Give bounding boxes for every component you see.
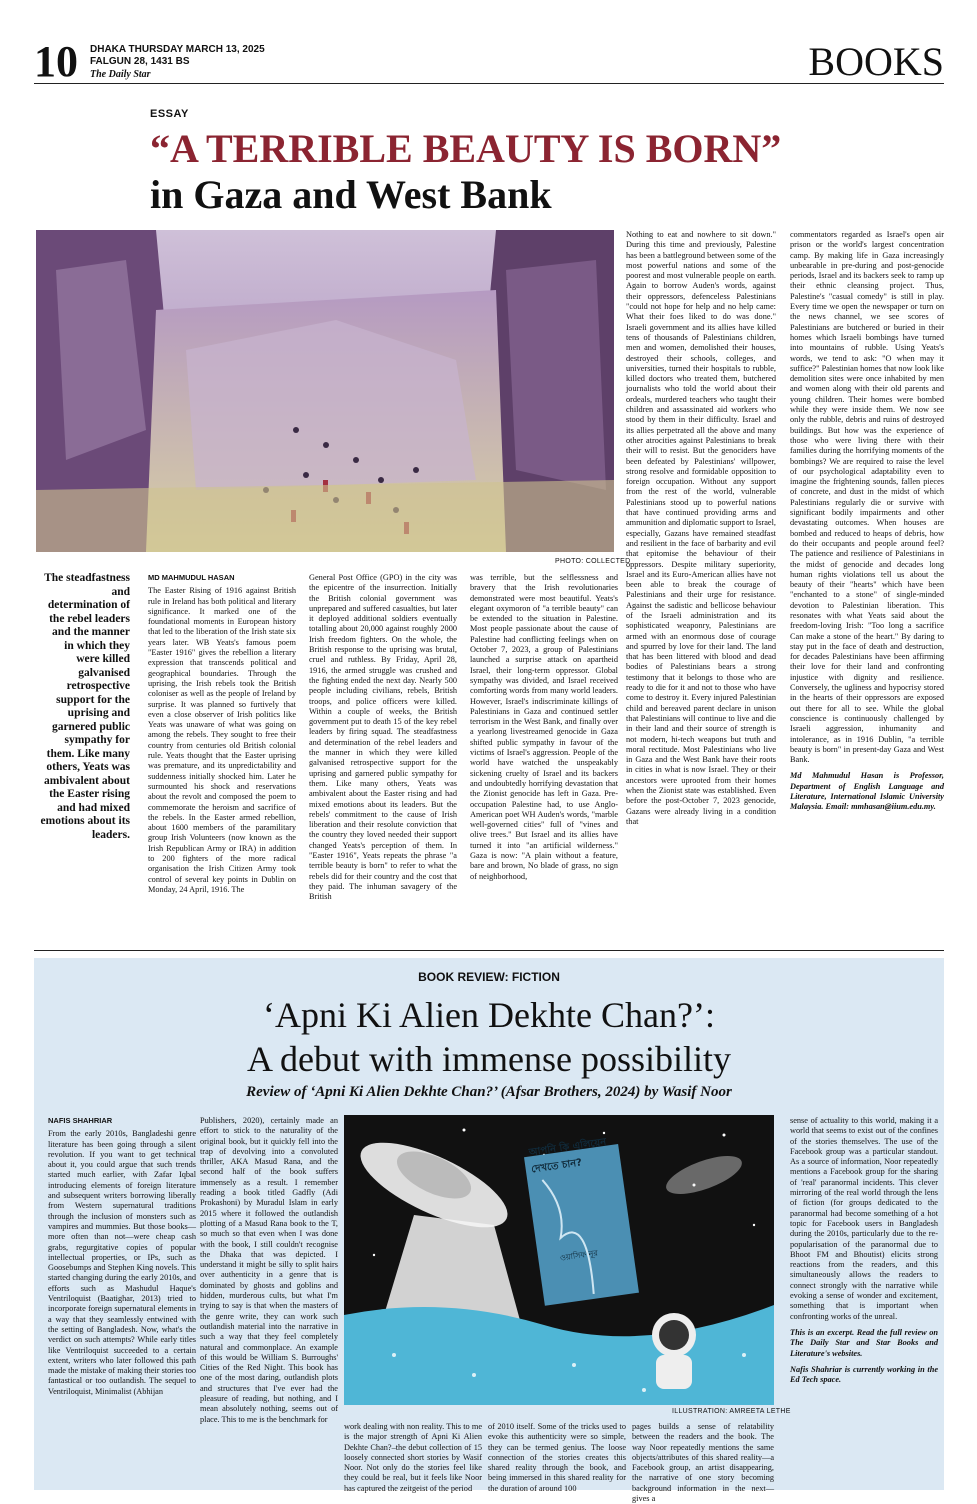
masthead — [34, 38, 944, 84]
review-column-4: of 2010 itself. Some of the tricks used to evoke this authenticity were so simple, they can be termed genius. The loose connection of the stories creates this shared reality through the book, and being immersed in this shared reality for the duration of around 100 — [488, 1422, 626, 1493]
book-cover-title: আপনি কি এলিয়েন দেখতে চান? — [528, 1136, 607, 1176]
review-column-2: Publishers, 2020), certainly made an effort to stick to the naturality of the original book, but it quickly fell into the trap of devolving into a convoluted thriller, AKA Masud Rana, and the second half of the book suffers immensely as a result. I remember reading a book titled Gadfly (Adi Prokashoni) by Muradul Islam in early 2015 where it followed the outlandish plotting of a Masud Rana book to the T, so much so that even when I was done with the book, I still couldn't recognise the Dhaka that was depicted. I understand it might be silly to split hairs over authenticity in a genre that is dominated by ghosts and goblins and hidden, murderous cults, but what I'm trying to say is that when the masters of the genre write, they can work such outlandish material into the narrative in such a way that they feel completely natural and commonplace. An example of this would be William S. Burroughs' Cities of the Red Night. This book has one of the most daring, outlandish plots and structures that I've ever had the pleasure of reading, but nothing, and I mean absolutely nothing, seems out of place. This to me is the benchmark for — [200, 1116, 338, 1424]
essay-kicker: ESSAY — [150, 108, 189, 120]
essay-byline: MD MAHMUDUL HASAN — [148, 573, 235, 582]
review-column-6: sense of actuality to this world, making it a world that seems to exist out of the confines of the stories themselves. The use of the Facebook group was a particular standout. As a source of information, Noor repeatedly mentions a Facebook group for the sharing of 'real' paranormal incidents. This clever mirroring of the real world through the lens of fiction (for groups dedicated to the paranormal had become something of a hot topic for Facebook users in Bangladesh during the 2010s, particularly due to the re-popularisation of the paranormal due to Bhoot FM and Bhoutist) elicits strong reactions from the readers, and this simultaneously allows the readers to connect strongly with the narrative while evoking a sense of wonder and excitement, something that is important when confronting works of the unreal. This is an excerpt. Read the full review on The Daily Star and Star Books and Literature's websites. Nafis Shahriar is currently working in the Ed Tech space. — [790, 1116, 938, 1385]
essay-column-5: commentators regarded as Israel's open air prison or the world's largest concentration camp. By making life in Gaza increasingly unbearable in pre-during and post-genocide periods, Israel and its backers seek to ramp up their ethnic cleansing project. Thus, Palestine's "casual comedy" is still in play. Every time we open the newspaper or turn on the news channel, we see scores of Palestinians are butchered or buried in their homes which Israeli bombings have turned into mountains of rubble. Using Yeats's words, we tend to ask: "O when may it suffice?" Palestinian homes that now look like demolition sites were once inhabited by men and women along with their old parents and young children. Their homes were bombed while they were inside them. We now see only the rubble, debris and ruins of destroyed buildings. But how was the experience of those who were living there with their families during the horrifying moments of the bombings? We are required to raise the level of our psychological adaptability even to imagine the frightening sounds, fallen pieces of concrete, and dust in the midst of which Palestinians regularly die or survive with significant bodily impairments and other devastating outcomes. When houses are bombed and reduced to heaps of debris, how do their occupants and people around feel? The patience and resilience of Palestinians in the midst of genocide and decades long human rights violations tell us about the beauty of their "hearts" which have been "enchanted to a stone" of single-minded devotion to Palestinian liberation. This resonates with what Yeats said about the freedom-loving Irish: "Too long a sacrifice Can make a stone of the heart." By daring to stay put in the face of death and destruction, for decades Palestinians have been affirming their love for their land and confronting injustice with dignity and resilience. Conversely, the ugliness and hypocrisy stored in the hearts of their oppressors are exposed out there for all to see. While the global conscience is continuously challenged by Israeli aggression, inhumanity and intolerance, as in 1916 Dublin, "a terrible beauty is born" in present-day Gaza and West Bank. Md Mahmudul Hasan is Professor, Department of English Language and Literature, International Islamic University Malaysia. Email: mmhasan@iium.edu.my. — [790, 230, 944, 812]
photo-credit: PHOTO: COLLECTED — [555, 558, 631, 565]
book-cover-author: ওয়াসিফ নূর — [559, 1248, 599, 1263]
review-author-bio: Nafis Shahriar is currently working in the Ed Tech space. — [790, 1364, 938, 1385]
section-title: BOOKS — [808, 39, 944, 84]
pull-quote: The steadfastness and determination of the rebel leaders and the manner in which they were killed galvanised retrospective support for the uprising and garnered public sympathy for them. Like many others, Yeats was ambivalent about the Easter rising and had mixed emotions about its leaders. — [40, 572, 130, 841]
review-column-5: pages builds a sense of relatability between the readers and the book. The way Noor repeatedly mentions the same objects/attributes of this shared reality—a Facebook group, an artist disappearing, the narrative of one story becoming background information in the next—gives a — [632, 1422, 774, 1504]
illustration-credit: ILLUSTRATION: AMREETA LETHE — [672, 1408, 791, 1415]
essay-title-line1: “A TERRIBLE BEAUTY IS BORN” — [150, 126, 782, 171]
essay-column-4: Nothing to eat and nowhere to sit down." During this time and previously, Palestine has been a battleground between some of the most powerful nations and some of the poorest and most vulnerable people on earth. Again to borrow Auden's words, against their oppressors, defenceless Palestinians "could not hope for help and no help came: What their foes liked to do was done." Israeli government and its allies have killed tens of thousands of Palestinians children, men and women, demolished their houses, destroyed their schools, colleges, and universities, turned their hospitals to rubble, killed doctors who treated them, butchered journalists who told the world about their ordeals, murdered teachers who taught their children and assassinated aid workers who stood by them in their difficulty. Israel and its allies perpetrated all the above and many other atrocities against Palestinians to break their will to resist. But the genociders have been defeated by Palestinians' willpower, strong resolve and formidable opposition to foreign occupation. Without any support from the rest of the world, vulnerable Palestinians stood up to powerful nations that have continued providing arms and ammunition and diplomatic support to Israel, especially, Gazans have remained steadfast and resilient in the face of barbarity and evil that epitomise the behaviour of their oppressors. Despite military superiority, Israel and its Euro-American allies have not been able to break the courage of Palestinians and their urge for resistance. Against the sadistic and bellicose behaviour of the Israeli administration and its sophisticated weaponry, Palestinians are armed with an enormous dose of courage and spurred by love for their land. The land that has been littered with blood and dead bodies of Palestinians bears a strong testimony that it belongs to those who are ready to die for it and not to those who have come to destroy it. Every injured Palestinian child and bereaved parent declare in unison that Palestinians will continue to live and die in their land and their source of strength is not modern, hi-tech weapons but truth and moral rectitude. Most Palestinians who live in Gaza and the West Bank have their roots in cities in what is now Israel. They or their ancestors were uprooted from their homes when the Zionist state was established. Even before the post-October 7, 2023 genocide, Gazans were already living in a condition that — [626, 230, 776, 826]
essay-column-3: was terrible, but the selflessness and bravery that the Irish revolutionaries demonstrated were most beautiful. Yeats's elegant oxymoron of "a terrible beauty" can be extended to the situation in Palestine. Most people passionate about the cause of Palestine had conflicting feelings when on October 7, 2023, a group of Palestinians launched a surprise attack on apartheid Israel, their long-term oppressor. Global sympathy was divided, and Israel received comforting words from many world leaders. However, Israel's indiscriminate killings of Palestinians in Gaza and continued settler terrorism in the West Bank, and finally over a yearlong livestreamed genocide in Gaza shifted public sympathy in favour of the victims of Israel's aggression. People of the world have watched the unspeakably sickening cruelty of Israel and its backers and undoubtedly horrifying devastation that the Zionist genocide has left in Gaza. Pre-occupation Palestine had, to use Anglo-American poet WH Auden's words, "marble well-governed cities" full of "vines and olive trees." But Israel and its allies have turned it into "an artificial wilderness." Gaza is now: "A plain without a feature, bare and brown, No blade of grass, no sign of neighborhood, — [470, 573, 618, 881]
review-kicker: BOOK REVIEW: FICTION — [418, 970, 560, 984]
review-title-line1: ‘Apni Ki Alien Dekhte Chan?’: — [263, 995, 715, 1035]
essay-column-1: MD MAHMUDUL HASAN The Easter Rising of 1916 against British rule in Ireland has both political and literary significance. It marked one of the foundational moments in European history that led to the liberation of the Irish state six years later. WB Yeats's famous poem "Easter 1916" gives the rebellion a literary expression that transcends political and geographical boundaries. Through the uprising, the Irish rebels took the British coloniser as well as the people of Ireland by surprise. It was planned so furtively that even a close observer of Irish politics like Yeats was unaware of what was going on among the rebels. They sought to free their country from centuries old British colonial rule. Yeats thought that the Easter uprising was premature, and its unpredictability and suddenness initially shocked him. Later he surmounted his shock and reservations about the revolt and composed the poem to commemorate the heroism and sacrifice of the rebels. In the Easter armed rebellion, about 1600 members of the paramilitary group Irish Volunteers (now known as the Irish Republican Army or IRA) in addition to 200 fighters of the more radical organisation the Irish Citizen Army took control of several key points in Dublin on Monday, 24 April, 1916. The — [148, 573, 296, 894]
review-column-1: NAFIS SHAHRIAR From the early 2010s, Bangladeshi genre literature has been going through a silent revolution. If you want to get technical about it, you could argue that such trends started much earlier, with Zafar Iqbal introducing elements of foreign literature and subsequent writers borrowing liberally from Western supernatural traditions through the inclusion of monsters such as vampires and mummies. But those books—more often than not—were cheap cash grabs, regurgitative copies of popular intellectual properties, or IPs, such as Goosebumps and Stephen King novels. This started changing during the early 2010s, and efforts such as Mashudul Haque's Ventriloquist (Baatighar, 2013) tried to incorporate foreign supernatural elements in a way that they seamlessly entwined with the setting of Bangladesh. Now, what's the verdict on such attempts? While early titles like Ventriloquist succeeded to a certain extent, writers who later followed this path made the mistake of making their stories too fantastical or too outlandish. The sequel to Ventriloquist, Minimalist (Abhijan — [48, 1116, 196, 1396]
gaza-rubble-photo — [36, 230, 614, 552]
review-byline: NAFIS SHAHRIAR — [48, 1116, 113, 1125]
essay-column-2: General Post Office (GPO) in the city was the epicentre of the insurrection. Initially the British colonial government was unprepared and suffered casualties, but later it deployed additional soldiers eventually totalling about 20,000 against roughly 2000 Irish freedom fighters. On the whole, the British response to the uprising was brutal, cruel and ruthless. By Friday, April 28, 1916, the armed struggle was crushed and the fighting ended the next day. Nearly 500 people including civilians, rebels, British troops, and police officers were killed. Within a couple of weeks, the British government put to death 15 of the key rebel leaders by firing squad. The steadfastness and determination of the rebel leaders and the manner in which they were killed galvanised retrospective support for the uprising and garnered public sympathy for them. Like many others, Yeats was ambivalent about the Easter rising and had mixed emotions about its leaders. But the rebels' commitment to the cause of Irish liberation and their resolute conviction that the country they loved needed their support changed Yeats's perception of them. In "Easter 1916", Yeats repeats the phrase "a terrible beauty is born" to refer to what the rebels did for their country and the cost that they paid. The inhuman savagery of the British — [309, 573, 457, 902]
review-column-3: work dealing with non reality. This to me is the major strength of Apni Ki Alien Dekhte Chan?–the debut collection of 15 loosely connected short stories by Wasif Noor. Not only do the stories feel like they could be real, but it feels like Noor has captured the zeitgeist of the period — [344, 1422, 482, 1493]
essay-title-line2: in Gaza and West Bank — [150, 172, 552, 217]
review-subtitle: Review of ‘Apni Ki Alien Dekhte Chan?’ (Afsar Brothers, 2024) by Wasif Noor — [246, 1084, 732, 1100]
excerpt-note: This is an excerpt. Read the full review on The Daily Star and Star Books and Literature's websites. — [790, 1327, 938, 1358]
section-divider — [34, 950, 944, 951]
page-number: 10 — [34, 37, 78, 86]
dateline: DHAKA THURSDAY MARCH 13, 2025 FALGUN 28, 1431 BS — [90, 44, 265, 67]
essay-author-bio: Md Mahmudul Hasan is Professor, Department of English Language and Literature, International Islamic University Malaysia. Email: mmhasan@iium.edu.my. — [790, 771, 944, 812]
paper-name: The Daily Star — [90, 69, 151, 80]
review-title-line2: A debut with immense possibility — [247, 1039, 731, 1079]
